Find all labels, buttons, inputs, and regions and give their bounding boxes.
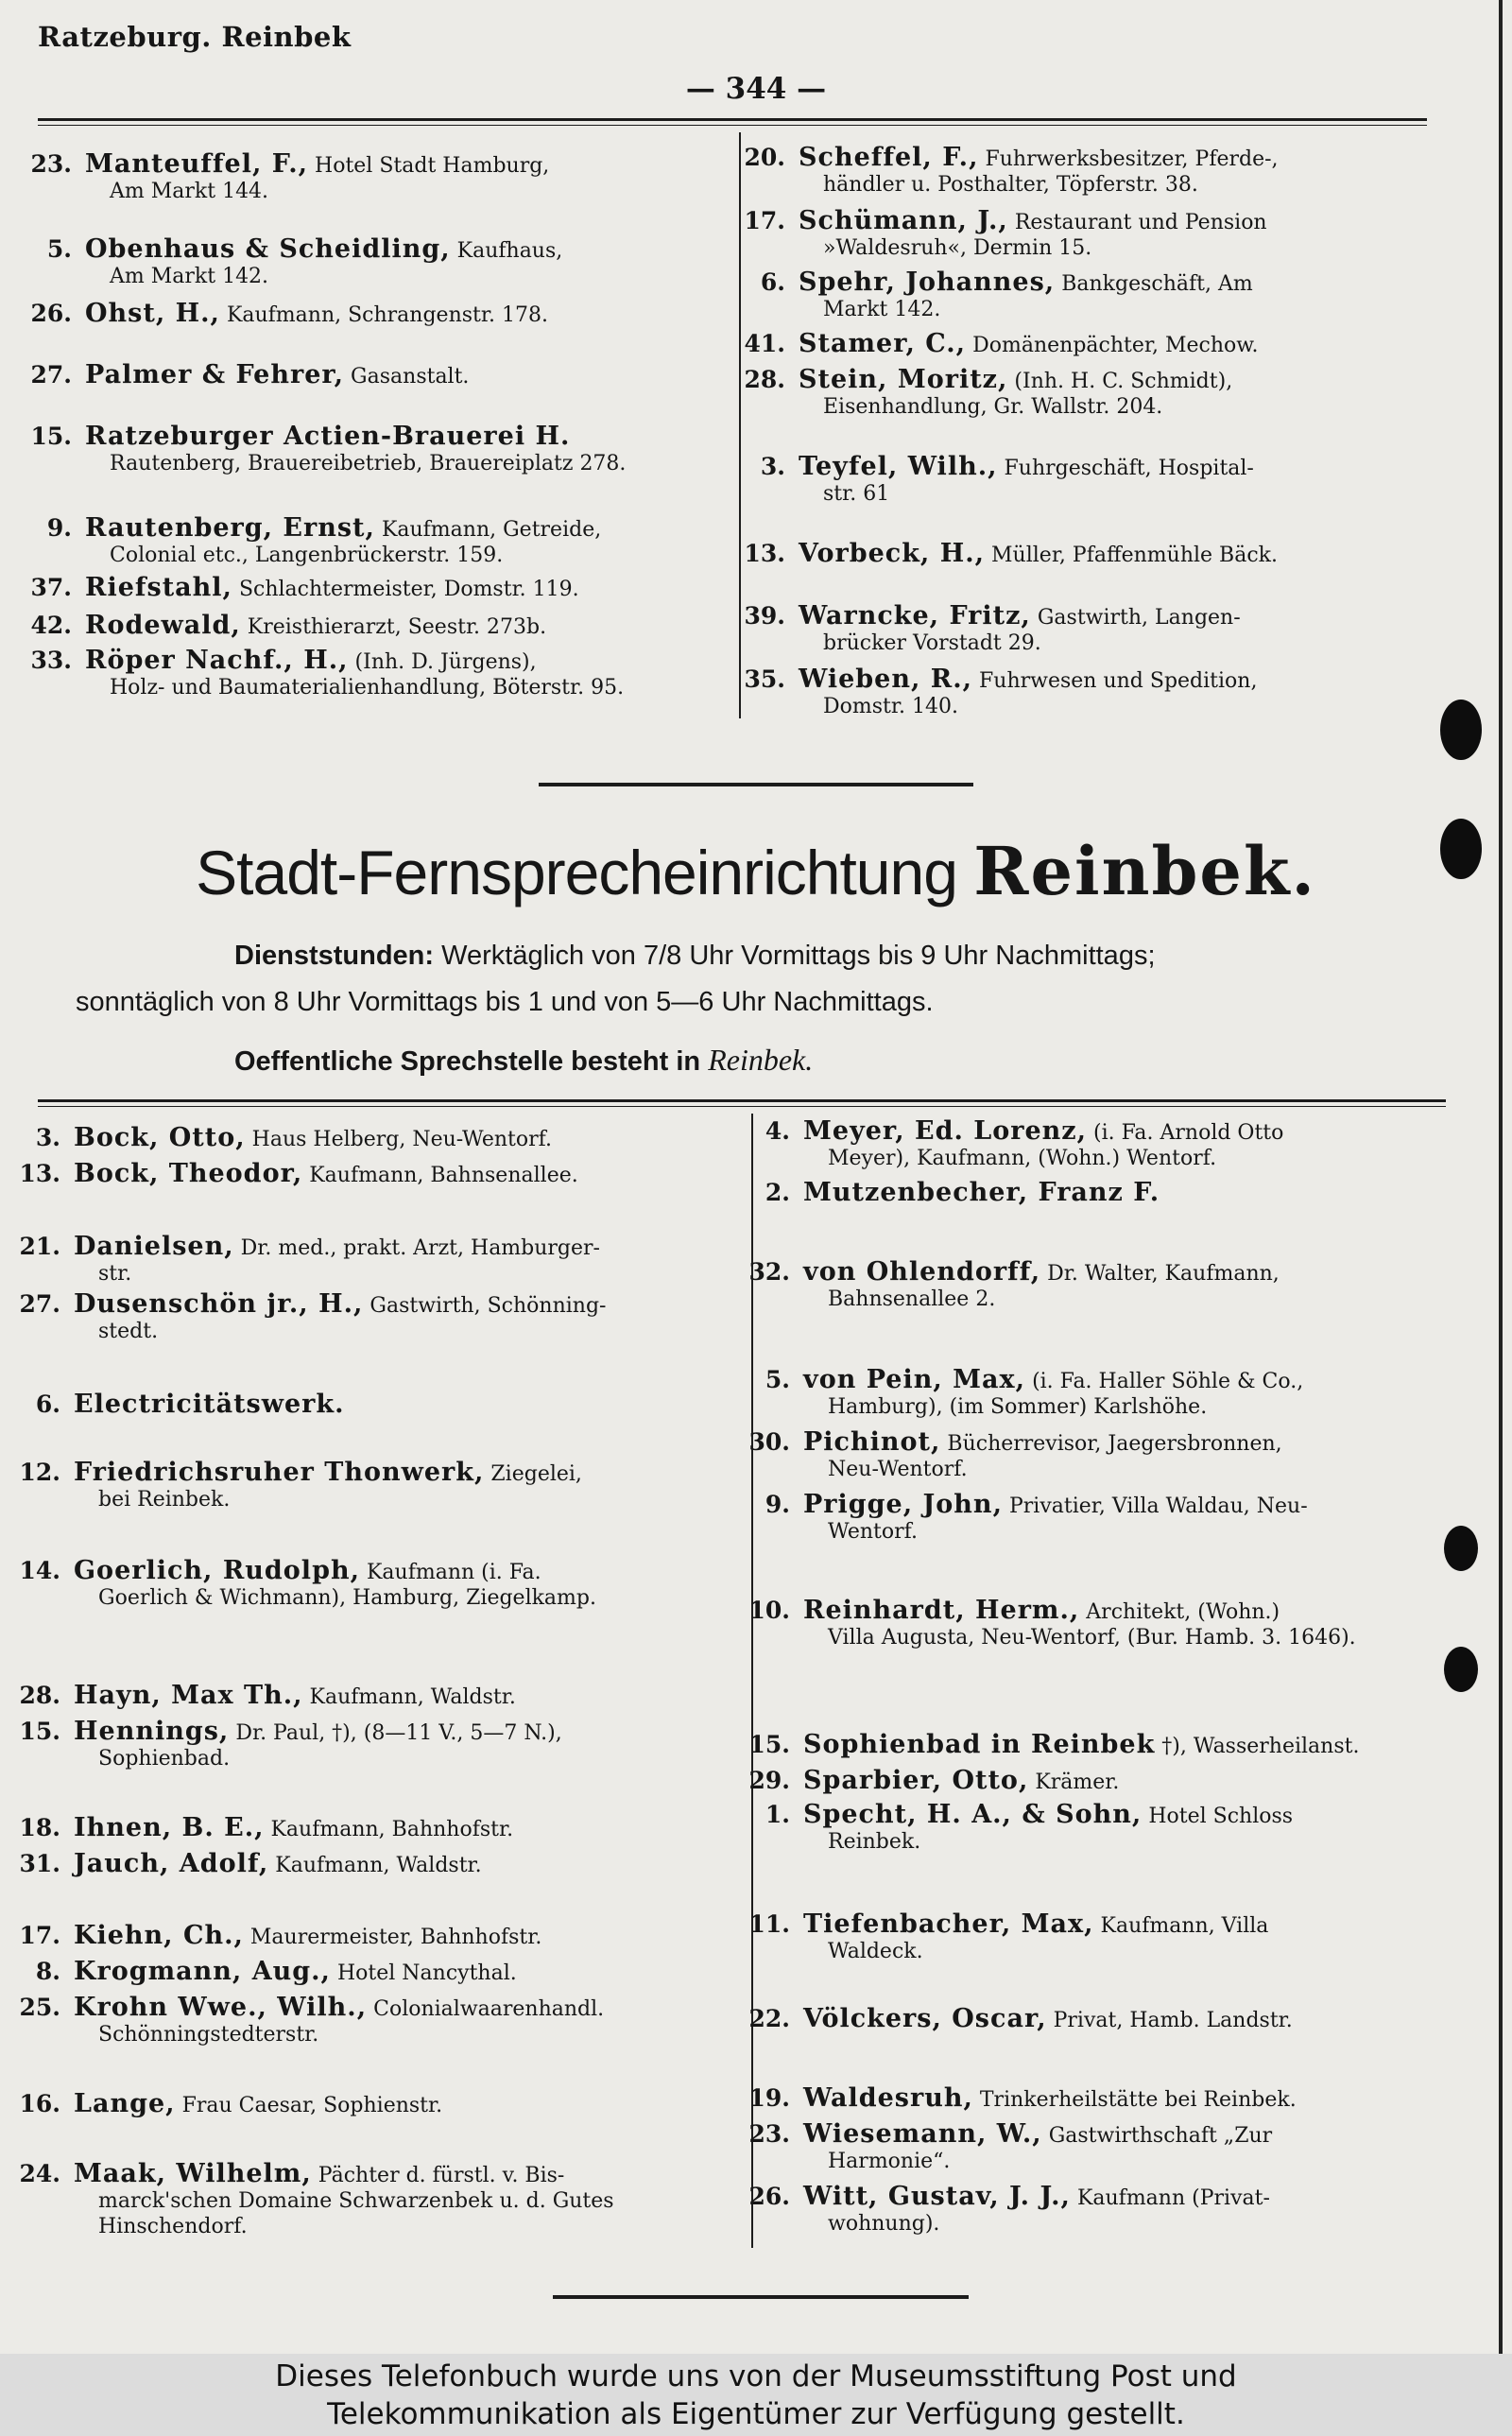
sprechstelle-text: Oeffentliche Sprechstelle besteht in: [234, 1046, 701, 1077]
directory-entry: [0, 2161, 745, 2239]
entry-name: Dusenschön jr., H.,: [74, 1289, 364, 1319]
entry-continuation: bei Reinbek.: [98, 1488, 231, 1512]
entry-number: 17.: [744, 207, 785, 234]
entry-name: Witt, Gustav, J. J.,: [803, 2182, 1071, 2211]
entry-name: Friedrichsruher Thonwerk,: [74, 1458, 485, 1487]
entry-name: Warncke, Fritz,: [799, 601, 1031, 631]
entry-number: 41.: [744, 330, 785, 357]
entry-description: Gastwirth, Langen-: [1037, 606, 1241, 630]
entry-number: 26.: [748, 2183, 790, 2210]
directory-entry: [0, 575, 728, 602]
archive-notice-line-2: Telekommunikation als Eigentümer zur Verfügung gestellt.: [327, 2397, 1185, 2431]
entry-name: Rodewald,: [85, 611, 241, 640]
dienststunden-line: [76, 941, 1436, 972]
entry-description: Kaufmann (Privat-: [1076, 2186, 1270, 2210]
entry-description: Fuhrwerksbesitzer, Pferde-,: [985, 147, 1279, 171]
entry-description: Gastwirth, Schönning-: [369, 1294, 607, 1318]
entry-description: Domänenpächter, Mechow.: [972, 334, 1259, 357]
directory-entry: [0, 362, 728, 389]
entry-description: Colonialwaarenhandl.: [373, 1997, 605, 2021]
entry-number: 20.: [744, 144, 785, 171]
directory-entry: [718, 1259, 1465, 1312]
entry-name: Jauch, Adolf,: [74, 1849, 269, 1878]
directory-entry: [0, 1719, 745, 1771]
entry-description: Gastwirthschaft „Zur: [1048, 2124, 1273, 2148]
entry-name: Krohn Wwe., Wilh.,: [74, 1993, 368, 2022]
directory-entry: [718, 2184, 1465, 2237]
entry-description: Bücherrevisor, Jaegersbronnen,: [947, 1432, 1282, 1456]
bottom-rule: [553, 2295, 969, 2299]
entry-description: Krämer.: [1035, 1771, 1120, 1794]
entry-continuation: Holz- und Baumaterialienhandlung, Böterstr. 95.: [110, 676, 625, 700]
sonntag-line: [76, 987, 1436, 1018]
directory-entry: [713, 145, 1441, 198]
entry-continuation: Goerlich & Wichmann), Hamburg, Ziegelkamp.: [98, 1586, 596, 1610]
entry-description: Fuhrwesen und Spedition,: [979, 669, 1258, 693]
directory-entry: [0, 1995, 745, 2047]
entry-description: Bankgeschäft, Am: [1061, 272, 1253, 296]
entry-continuation: Waldeck.: [828, 1940, 923, 1963]
entry-name: Vorbeck, H.,: [799, 539, 986, 568]
entry-number: 3.: [35, 1124, 60, 1151]
directory-entry: [713, 269, 1441, 322]
entry-name: Reinhardt, Herm.,: [803, 1596, 1080, 1625]
entry-description: Kaufhaus,: [456, 239, 563, 263]
directory-entry: [713, 331, 1441, 358]
entry-continuation: Colonial etc., Langenbrückerstr. 159.: [110, 544, 504, 567]
entry-name: Röper Nachf., H.,: [85, 646, 349, 675]
entry-name: Hennings,: [74, 1717, 230, 1746]
entry-description: Trinkerheilstätte bei Reinbek.: [979, 2088, 1297, 2112]
directory-entry: [713, 666, 1441, 719]
entry-number: 6.: [760, 268, 785, 296]
directory-entry: [0, 1683, 745, 1710]
entry-description: Dr. Walter, Kaufmann,: [1047, 1262, 1280, 1286]
entry-name: Stein, Moritz,: [799, 365, 1008, 394]
entry-continuation: Harmonie“.: [828, 2150, 951, 2173]
entry-number: 13.: [19, 1160, 60, 1187]
top-rule: [38, 118, 1427, 121]
directory-entry: [0, 2091, 745, 2118]
entry-name: Krogmann, Aug.,: [74, 1957, 331, 1986]
entry-description: †), Wasserheilanst.: [1161, 1735, 1360, 1758]
entry-name: Mutzenbecher, Franz F.: [803, 1178, 1160, 1207]
entry-continuation: marck'schen Domaine Schwarzenbek u. d. Gutes Hinschendorf.: [98, 2189, 614, 2238]
entry-description: Kreisthierarzt, Seestr. 273b.: [247, 615, 547, 639]
entry-number: 27.: [30, 361, 72, 389]
entry-description: Architekt, (Wohn.): [1086, 1600, 1280, 1624]
directory-entry: [0, 1234, 745, 1287]
directory-entry: [0, 1391, 745, 1419]
directory-entry: [718, 1598, 1465, 1650]
directory-entry: [0, 423, 728, 476]
entry-description: Gasanstalt.: [351, 365, 470, 389]
binding-hole: [1444, 1647, 1478, 1692]
entry-name: Manteuffel, F.,: [85, 149, 309, 179]
entry-description: (Inh. H. C. Schmidt),: [1014, 370, 1233, 393]
entry-description: Kaufmann, Getreide,: [381, 518, 602, 542]
binding-hole: [1444, 1526, 1478, 1571]
entry-number: 29.: [748, 1767, 790, 1794]
entry-number: 5.: [46, 235, 72, 263]
binding-hole: [1440, 700, 1482, 760]
directory-entry: [0, 151, 728, 204]
directory-entry: [713, 367, 1441, 420]
directory-entry: [0, 1291, 745, 1344]
entry-name: Kiehn, Ch.,: [74, 1921, 244, 1950]
entry-name: Ihnen, B. E.,: [74, 1813, 265, 1842]
entry-name: Riefstahl,: [85, 573, 232, 602]
directory-entry: [0, 613, 728, 640]
page-number: — 344 —: [685, 72, 827, 106]
entry-description: Kaufmann, Waldstr.: [309, 1685, 516, 1709]
entry-number: 37.: [30, 574, 72, 601]
section-divider: [539, 783, 973, 786]
entry-number: 35.: [744, 665, 785, 693]
entry-name: Danielsen,: [74, 1232, 234, 1261]
section-title-place: Reinbek.: [973, 832, 1316, 910]
entry-name: Electricitätswerk.: [74, 1390, 345, 1419]
entry-name: Tiefenbacher, Max,: [803, 1909, 1094, 1939]
entry-number: 26.: [30, 300, 72, 327]
entry-description: Ziegelei,: [490, 1462, 582, 1486]
entry-name: Sparbier, Otto,: [803, 1766, 1029, 1795]
directory-entry: [0, 1851, 745, 1878]
entry-description: Restaurant und Pension: [1014, 211, 1267, 234]
entry-number: 3.: [760, 453, 785, 480]
entry-name: Palmer & Fehrer,: [85, 360, 345, 389]
entry-continuation: Reinbek.: [828, 1830, 921, 1854]
entry-number: 24.: [19, 2160, 60, 2187]
entry-continuation: brücker Vorstadt 29.: [823, 631, 1041, 655]
entry-number: 23.: [748, 2120, 790, 2148]
directory-entry: [0, 1460, 745, 1512]
sprechstelle-place: Reinbek.: [708, 1043, 814, 1077]
entry-description: Kaufmann, Schrangenstr. 178.: [226, 303, 548, 327]
dienststunden-label: Dienststunden:: [234, 941, 435, 971]
directory-entry: [718, 1180, 1465, 1207]
entry-continuation: Meyer), Kaufmann, (Wohn.) Wentorf.: [828, 1147, 1217, 1170]
reinbek-rule: [38, 1099, 1446, 1102]
entry-number: 16.: [19, 2090, 60, 2117]
entry-number: 11.: [748, 1910, 790, 1938]
entry-description: Pächter d. fürstl. v. Bis-: [318, 2164, 565, 2187]
entry-name: Hayn, Max Th.,: [74, 1681, 303, 1710]
entry-description: Kaufmann, Villa: [1100, 1914, 1269, 1938]
entry-description: Fuhrgeschäft, Hospital-: [1004, 457, 1254, 480]
directory-entry: [718, 1732, 1465, 1759]
directory-entry: [0, 648, 728, 700]
entry-name: Rautenberg, Ernst,: [85, 513, 375, 543]
entry-continuation: Schönningstedterstr.: [98, 2023, 319, 2047]
entry-number: 15.: [30, 423, 72, 450]
entry-description: Hotel Stadt Hamburg,: [315, 154, 550, 178]
entry-name: von Ohlendorff,: [803, 1257, 1041, 1287]
entry-number: 8.: [35, 1958, 60, 1985]
directory-entry: [0, 1923, 745, 1950]
entry-number: 10.: [748, 1597, 790, 1624]
directory-entry: [0, 301, 728, 328]
entry-number: 32.: [748, 1258, 790, 1286]
binding-edge: [1499, 0, 1503, 2354]
entry-number: 23.: [30, 150, 72, 178]
entry-number: 4.: [765, 1117, 790, 1145]
entry-continuation: Eisenhandlung, Gr. Wallstr. 204.: [823, 395, 1163, 419]
entry-number: 19.: [748, 2084, 790, 2112]
directory-entry: [718, 1367, 1465, 1420]
entry-number: 42.: [30, 612, 72, 639]
archive-notice: [0, 2354, 1512, 2436]
dienststunden-text: Werktäglich von 7/8 Uhr Vormittags bis 9 Uhr Nachmittags;: [441, 941, 1156, 971]
entry-description: Kaufmann, Bahnsenallee.: [309, 1164, 578, 1187]
entry-number: 31.: [19, 1850, 60, 1877]
entry-number: 9.: [765, 1491, 790, 1518]
directory-entry: [0, 1125, 745, 1152]
entry-name: Maak, Wilhelm,: [74, 2159, 312, 2188]
entry-description: Maurermeister, Bahnhofstr.: [249, 1926, 542, 1949]
directory-entry: [713, 454, 1441, 507]
directory-entry: [713, 603, 1441, 656]
entry-number: 1.: [765, 1801, 790, 1828]
section-title-prefix: Stadt-Fernsprecheinrichtung: [196, 838, 957, 907]
directory-entry: [718, 1118, 1465, 1171]
entry-continuation: Markt 142.: [823, 298, 941, 321]
archive-notice-line-1: Dieses Telefonbuch wurde uns von der Museumsstiftung Post und: [275, 2359, 1237, 2393]
directory-entry: [0, 1815, 745, 1842]
entry-description: (i. Fa. Arnold Otto: [1093, 1121, 1284, 1145]
entry-description: Kaufmann, Waldstr.: [275, 1854, 482, 1877]
directory-entry: [0, 1161, 745, 1188]
top-rule-thin: [38, 125, 1427, 126]
entry-name: Obenhaus & Scheidling,: [85, 234, 451, 264]
sprechstelle-line: [76, 1043, 1436, 1078]
entry-continuation: Hamburg), (im Sommer) Karlshöhe.: [828, 1395, 1208, 1419]
entry-number: 2.: [765, 1179, 790, 1206]
entry-description: Hotel Schloss: [1148, 1805, 1294, 1828]
entry-number: 9.: [46, 514, 72, 542]
entry-description: Schlachtermeister, Domstr. 119.: [238, 578, 579, 601]
entry-description: Privat, Hamb. Landstr.: [1053, 2009, 1293, 2032]
entry-name: Bock, Otto,: [74, 1123, 246, 1152]
entry-name: Specht, H. A., & Sohn,: [803, 1800, 1143, 1829]
entry-name: Ratzeburger Actien-Brauerei H.: [85, 422, 571, 451]
entry-name: Pichinot,: [803, 1427, 941, 1457]
entry-description: (Inh. D. Jürgens),: [354, 650, 537, 674]
entry-description: Privatier, Villa Waldau, Neu-: [1008, 1494, 1308, 1518]
entry-name: Wiesemann, W.,: [803, 2119, 1042, 2149]
entry-name: Lange,: [74, 2089, 176, 2118]
entry-name: Meyer, Ed. Lorenz,: [803, 1116, 1088, 1146]
entry-description: Hotel Nancythal.: [336, 1961, 517, 1985]
entry-description: (i. Fa. Haller Söhle & Co.,: [1032, 1370, 1304, 1393]
entry-number: 28.: [744, 366, 785, 393]
entry-continuation: stedt.: [98, 1320, 159, 1343]
entry-number: 25.: [19, 1994, 60, 2021]
entry-continuation: Sophienbad.: [98, 1747, 231, 1771]
entry-name: Bock, Theodor,: [74, 1159, 303, 1188]
entry-number: 30.: [748, 1428, 790, 1456]
directory-entry: [713, 541, 1441, 568]
section-title: [0, 832, 1512, 910]
entry-name: Schümann, J.,: [799, 206, 1008, 235]
entry-description: Kaufmann, Bahnhofstr.: [270, 1818, 514, 1841]
entry-number: 15.: [748, 1731, 790, 1758]
directory-entry: [718, 2006, 1465, 2033]
entry-description: Müller, Pfaffenmühle Bäck.: [991, 544, 1278, 567]
entry-number: 22.: [748, 2005, 790, 2032]
entry-name: Prigge, John,: [803, 1490, 1003, 1519]
directory-entry: [0, 1558, 745, 1611]
entry-continuation: Neu-Wentorf.: [828, 1458, 968, 1481]
entry-name: Waldesruh,: [803, 2083, 973, 2113]
entry-continuation: Am Markt 142.: [110, 265, 269, 288]
directory-entry: [718, 2121, 1465, 2174]
entry-continuation: »Waldesruh«, Dermin 15.: [823, 236, 1092, 260]
entry-number: 27.: [19, 1290, 60, 1318]
entry-number: 15.: [19, 1718, 60, 1745]
entry-number: 14.: [19, 1557, 60, 1584]
entry-continuation: str.: [98, 1262, 132, 1286]
entry-name: von Pein, Max,: [803, 1365, 1026, 1394]
entry-continuation: händler u. Posthalter, Töpferstr. 38.: [823, 173, 1198, 197]
entry-number: 33.: [30, 647, 72, 674]
directory-entry: [718, 1492, 1465, 1545]
entry-name: Völckers, Oscar,: [803, 2004, 1047, 2033]
directory-entry: [718, 2085, 1465, 2113]
directory-entry: [0, 236, 728, 289]
entry-continuation: Am Markt 144.: [110, 180, 269, 203]
entry-name: Wieben, R.,: [799, 665, 973, 694]
entry-name: Goerlich, Rudolph,: [74, 1556, 360, 1585]
entry-description: Dr. Paul, †), (8—11 V., 5—7 N.),: [235, 1721, 562, 1745]
entry-number: 12.: [19, 1459, 60, 1486]
entry-description: Frau Caesar, Sophienstr.: [181, 2094, 443, 2117]
directory-entry: [0, 515, 728, 568]
directory-entry: [718, 1429, 1465, 1482]
entry-continuation: Wentorf.: [828, 1520, 918, 1544]
directory-entry: [718, 1911, 1465, 1964]
directory-entry: [0, 1959, 745, 1986]
entry-description: Dr. med., prakt. Arzt, Hamburger-: [240, 1236, 600, 1260]
reinbek-rule-thin: [38, 1106, 1446, 1107]
entry-name: Stamer, C.,: [799, 329, 967, 358]
entry-continuation: Bahnsenallee 2.: [828, 1287, 996, 1311]
entry-number: 21.: [19, 1233, 60, 1260]
entry-continuation: wohnung).: [828, 2212, 940, 2236]
directory-entry: [718, 1802, 1465, 1855]
entry-continuation: str. 61: [823, 482, 890, 506]
entry-number: 18.: [19, 1814, 60, 1841]
entry-name: Spehr, Johannes,: [799, 268, 1056, 297]
entry-description: Haus Helberg, Neu-Wentorf.: [251, 1128, 552, 1151]
entry-name: Scheffel, F.,: [799, 143, 979, 172]
entry-name: Ohst, H.,: [85, 299, 220, 328]
entry-name: Teyfel, Wilh.,: [799, 452, 998, 481]
entry-description: Kaufmann (i. Fa.: [366, 1561, 541, 1584]
entry-continuation: Rautenberg, Brauereibetrieb, Brauereiplatz 278.: [110, 452, 627, 475]
entry-number: 39.: [744, 602, 785, 630]
entry-number: 6.: [35, 1391, 60, 1418]
entry-continuation: Domstr. 140.: [823, 695, 958, 718]
entry-continuation: Villa Augusta, Neu-Wentorf, (Bur. Hamb. 3. 1646).: [828, 1626, 1356, 1650]
running-header: Ratzeburg. Reinbek: [38, 21, 352, 53]
entry-number: 13.: [744, 540, 785, 567]
directory-entry: [718, 1768, 1465, 1795]
entry-number: 17.: [19, 1922, 60, 1949]
sonntag-text: sonntäglich von 8 Uhr Vormittags bis 1 und von 5—6 Uhr Nachmittags.: [76, 987, 934, 1017]
binding-hole: [1440, 819, 1482, 879]
entry-name: Sophienbad in Reinbek: [803, 1730, 1156, 1759]
directory-entry: [713, 208, 1441, 261]
entry-number: 5.: [765, 1366, 790, 1393]
entry-number: 28.: [19, 1682, 60, 1709]
